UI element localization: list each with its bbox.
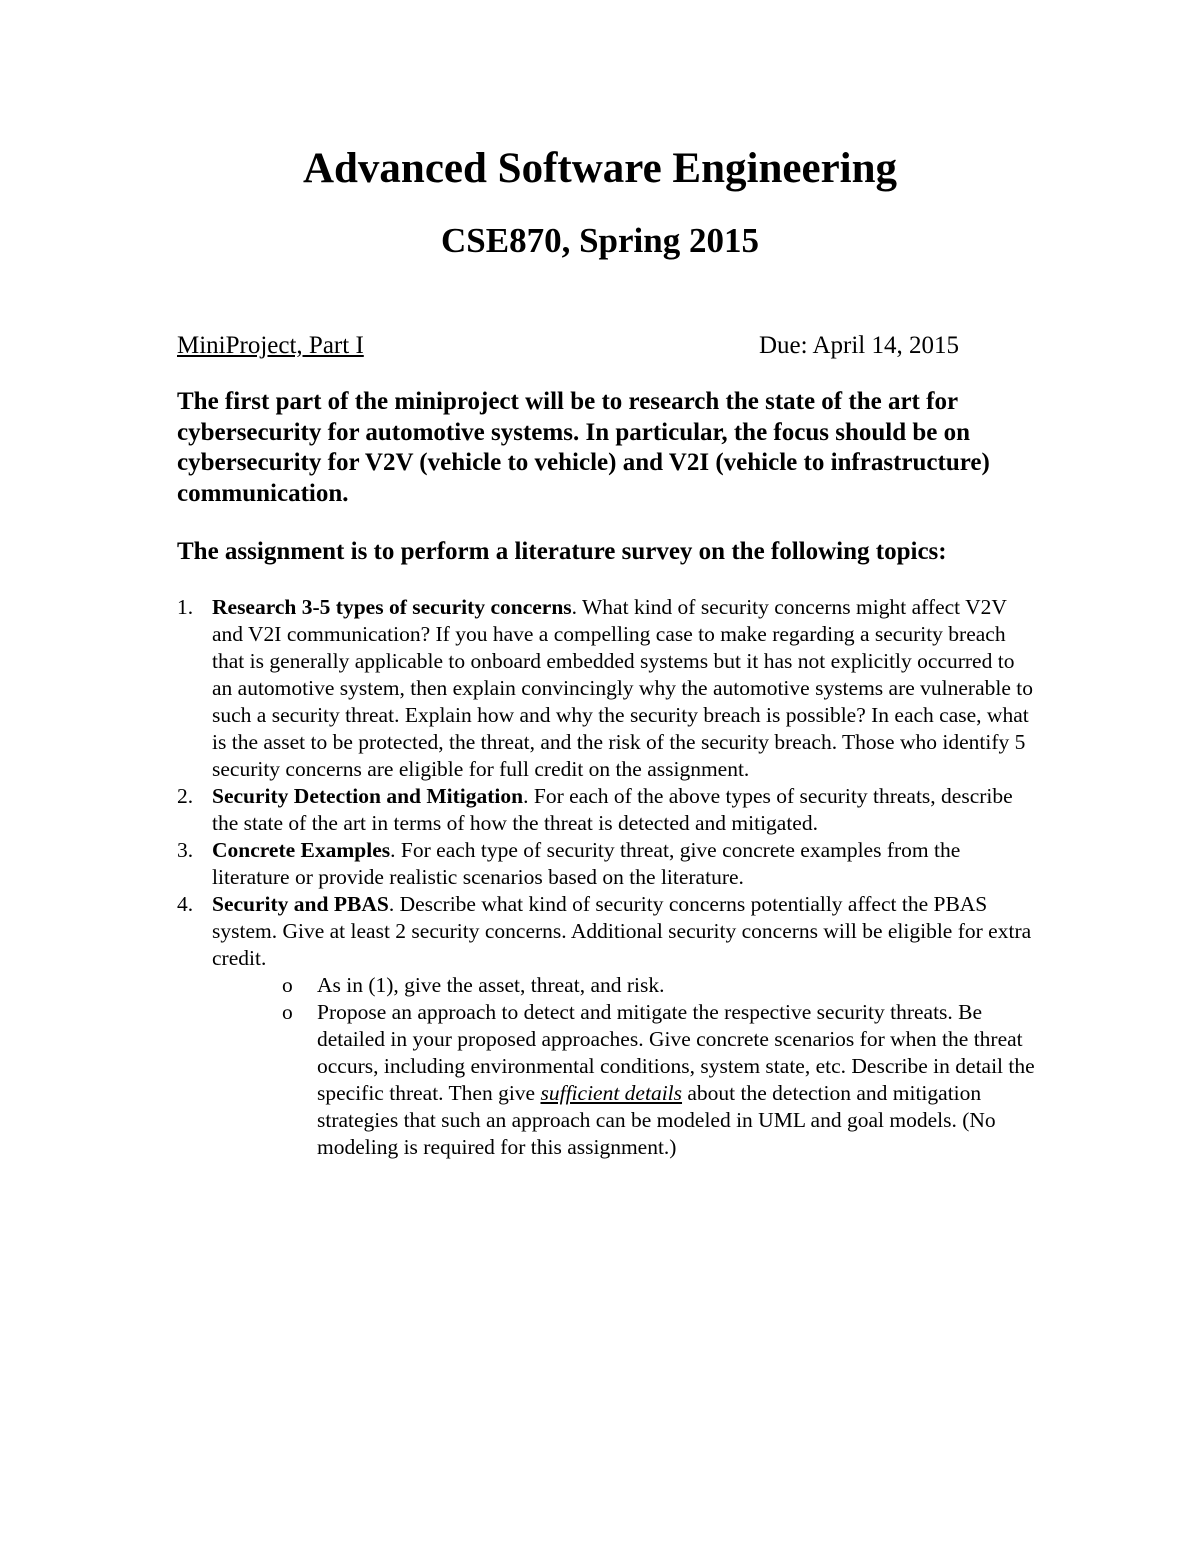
due-date: Due: April 14, 2015 <box>759 332 959 359</box>
topic-body: . For each of the above types of security threats, describe the state of the art in terms of how the threat is detected and mitigated. <box>212 784 1013 835</box>
project-label: MiniProject, Part I <box>177 332 364 359</box>
topic-heading: Concrete Examples <box>212 838 391 862</box>
topic-list <box>177 594 1037 1161</box>
topic-item-2 <box>177 783 1037 837</box>
topic-body: . Describe what kind of security concerns potentially affect the PBAS system. Give at least 2 security concerns. Additional security concerns will be eligible for extra credit. <box>212 892 1032 970</box>
subtopic-list <box>212 972 1037 1161</box>
topic-heading: Research 3-5 types of security concerns <box>212 595 572 619</box>
subtopic-text-end: about the detection and mitigation strategies that such an approach can be modeled in UML and goal models. (No modeling is required for this assignment.) <box>317 1081 996 1159</box>
subtopic-text: As in (1), give the asset, threat, and risk. <box>317 973 665 997</box>
topic-number: 2. <box>177 784 194 808</box>
subtopic-item-2 <box>212 999 1037 1161</box>
topic-body: . What kind of security concerns might affect V2V and V2I communication? If you have a compelling case to make regarding a security breach that is generally applicable to onboard embedded systems but it has not explicitly occurred to an automotive system, then explain convincingly why the automotive systems are vulnerable to such a security threat. Explain how and why the security breach is possible? In each case, what is the asset to be protected, the threat, and the risk of the security breach. Those who identify 5 security concerns are eligible for full credit on the assignment. <box>212 595 1033 781</box>
subtopic-item-1 <box>212 972 1037 999</box>
emphasis-text: sufficient details <box>540 1081 683 1105</box>
bullet-marker: o <box>282 1000 293 1024</box>
assignment-statement: The assignment is to perform a literature survey on the following topics: <box>177 538 947 565</box>
topic-item-3 <box>177 837 1037 891</box>
bullet-marker: o <box>282 973 293 997</box>
document-title: Advanced Software Engineering <box>302 145 898 192</box>
intro-paragraph: The first part of the miniproject will be to research the state of the art for cybersecurity for automotive systems. In particular, the focus should be on cybersecurity for V2V (vehicle to vehicle) and V2I (vehicle to infrastructure) communication. <box>177 388 990 507</box>
course-subtitle: CSE870, Spring 2015 <box>441 221 759 260</box>
topic-heading: Security and PBAS <box>212 892 389 916</box>
subtopic-text-start: Propose an approach to detect and mitigate the respective security threats. Be detailed in your proposed approaches. Give concrete scenarios for when the threat occurs, including environmental conditions, system state, etc. Describe in detail the specific threat. Then give <box>317 1000 1035 1105</box>
topic-number: 3. <box>177 838 194 862</box>
topic-number: 1. <box>177 595 194 619</box>
topic-heading: Security Detection and Mitigation <box>212 784 524 808</box>
topic-number: 4. <box>177 892 194 916</box>
topic-item-4 <box>177 891 1037 1161</box>
topic-item-1 <box>177 594 1037 783</box>
topic-body: . For each type of security threat, give concrete examples from the literature or provide realistic scenarios based on the literature. <box>212 838 961 889</box>
